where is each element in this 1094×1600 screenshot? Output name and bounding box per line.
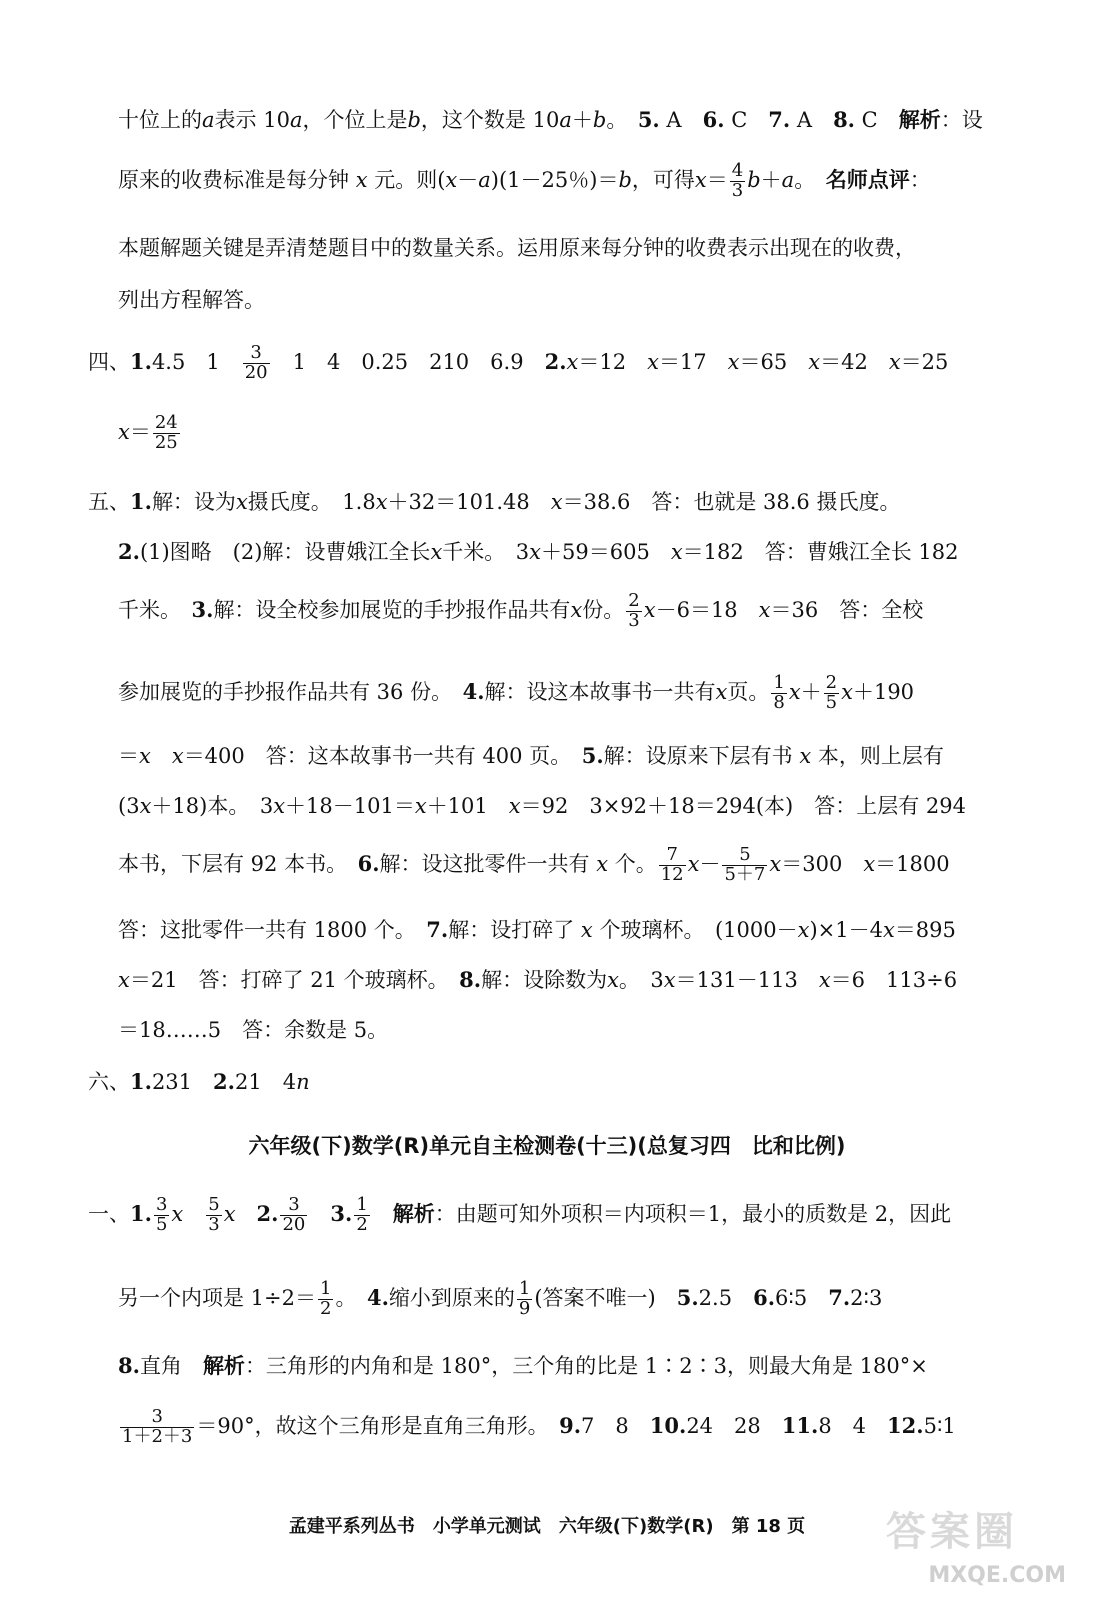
- watermark-logo: [886, 1500, 1066, 1590]
- fraction: $\frac{1}{9}$: [518, 1278, 531, 1319]
- answer-line-2: 原来的收费标准是每分钟 x 元。则(x－a)(1－25％)＝b，可得x＝ $\frac{4}{3}$ b＋a。 名师点评：: [118, 160, 931, 201]
- section-title: 六年级(下)数学(R)单元自主检测卷(十三)(总复习四 比和比例): [248, 1134, 846, 1158]
- fraction: $\frac{4}{3}$: [731, 160, 744, 201]
- footer-grade: 六年级(下)数学(R): [558, 1516, 714, 1537]
- fraction: $\frac{3}{1+2+3}$: [122, 1406, 193, 1447]
- footer-page-number: 第 18 页: [731, 1516, 806, 1537]
- watermark-graphic: 答案圈: [886, 1509, 1018, 1555]
- fraction: $\frac{3}{5}$: [155, 1194, 168, 1235]
- section-number: 六、: [88, 1070, 130, 1094]
- analysis-label: 解析: [202, 1353, 245, 1378]
- section-number: 五、: [88, 490, 130, 514]
- section-5-line-1: 五、1.解：设为x摄氏度。 1.8x＋32＝101.48 x＝38.6 答：也就是 38.6 摄氏度。: [88, 489, 901, 514]
- section-4-line-1: 四、1.4.5 1 $\frac{3}{20}$ 1 4 0.25 210 6.9 2.x＝12 x＝17 x＝65 x＝42 x＝25: [88, 342, 949, 383]
- fraction: $\frac{1}{8}$: [773, 672, 785, 713]
- section-5-line-7: 本书，下层有 92 本书。 6.解：设这批零件一共有 x 个。 $\frac{7}{12}$ x－ $\frac{5}{5+7}$ x＝300 x＝1800: [118, 844, 950, 885]
- fraction: $\frac{1}{2}$: [356, 1194, 368, 1235]
- fraction: $\frac{24}{25}$: [154, 412, 178, 453]
- analysis-label: 解析: [392, 1200, 435, 1226]
- fraction: $\frac{2}{5}$: [825, 672, 838, 713]
- fraction: $\frac{2}{3}$: [628, 590, 640, 631]
- watermark-url: MXQE.COM: [928, 1563, 1066, 1588]
- section-5-line-4: 参加展览的手抄报作品共有 36 份。 4.解：设这本故事书一共有x页。 $\frac{1}{8}$ x＋ $\frac{2}{5}$ x＋190: [118, 672, 915, 713]
- footer-book: 小学单元测试: [432, 1516, 541, 1537]
- section-5-line-10: ＝18……5 答：余数是 5。: [118, 1018, 389, 1042]
- section-5-line-2: 2.(1)图略 (2)解：设曹娥江全长x千米。 3x＋59＝605 x＝182 答：曹娥江全长 182: [118, 539, 959, 564]
- section-5-line-3: 千米。 3.解：设全校参加展览的手抄报作品共有x份。 $\frac{2}{3}$ x－6＝18 x＝36 答：全校: [118, 590, 924, 631]
- answer-line-4: 列出方程解答。: [118, 288, 265, 312]
- section-number: 一、: [88, 1201, 130, 1226]
- section-number: 四、: [88, 349, 130, 374]
- section-6-line-1: 六、1.231 2.21 4n: [88, 1069, 310, 1094]
- section-5-line-9: x＝21 答：打碎了 21 个玻璃杯。 8.解：设除数为x。 3x＝131－113 x＝6 113÷6: [118, 967, 958, 992]
- fraction: $\frac{5}{3}$: [208, 1194, 220, 1235]
- footer-series: 孟建平系列丛书: [288, 1516, 415, 1537]
- unit13-line-1: 一、1. $\frac{3}{5}$ x $\frac{5}{3}$ x 2. $\frac{3}{20}$ 3. $\frac{1}{2}$ 解析：由题可知外项积＝内项积＝1，最小的质数是 2，因此: [88, 1194, 952, 1235]
- answer-line-3: 本题解题关键是弄清楚题目中的数量关系。运用原来每分钟的收费表示出现在的收费，: [118, 236, 916, 260]
- fraction: $\frac{3}{20}$: [244, 342, 268, 383]
- unit13-line-4: $\frac{3}{1+2+3}$ ＝90°，故这个三角形是直角三角形。 9.7 8 10.24 28 11.8 4 12.5∶1: [122, 1406, 956, 1447]
- section-5-line-8: 答：这批零件一共有 1800 个。 7.解：设打碎了 x 个玻璃杯。 (1000－x)×1－4x＝895: [118, 917, 956, 942]
- fraction: $\frac{3}{20}$: [282, 1194, 306, 1235]
- section-5-line-5: ＝x x＝400 答：这本故事书一共有 400 页。 5.解：设原来下层有书 x 本，则上层有: [118, 743, 944, 768]
- fraction: $\frac{5}{5+7}$: [724, 844, 766, 885]
- fraction: $\frac{1}{2}$: [320, 1278, 332, 1319]
- fraction: $\frac{7}{12}$: [660, 844, 684, 885]
- answer-line-1: 十位上的a表示 10a，个位上是b，这个数是 10a＋b。 5. A 6. C 7. A 8. C 解析：设: [118, 107, 983, 132]
- section-5-line-6: (3x＋18)本。 3x＋18－101＝x＋101 x＝92 3×92＋18＝294(本) 答：上层有 294: [118, 794, 966, 818]
- unit13-line-3: 8.直角 解析：三角形的内角和是 180°，三个角的比是 1∶2∶3，则最大角是 180°×: [118, 1353, 928, 1378]
- analysis-label: 解析: [898, 107, 941, 132]
- teacher-comment-label: 名师点评: [825, 166, 910, 192]
- unit13-line-2: 另一个内项是 1÷2＝ $\frac{1}{2}$ 。 4.缩小到原来的 $\frac{1}{9}$ (答案不唯一) 5.2.5 6.6∶5 7.2∶3: [118, 1278, 883, 1319]
- section-4-line-2: x＝ $\frac{24}{25}$: [118, 412, 178, 453]
